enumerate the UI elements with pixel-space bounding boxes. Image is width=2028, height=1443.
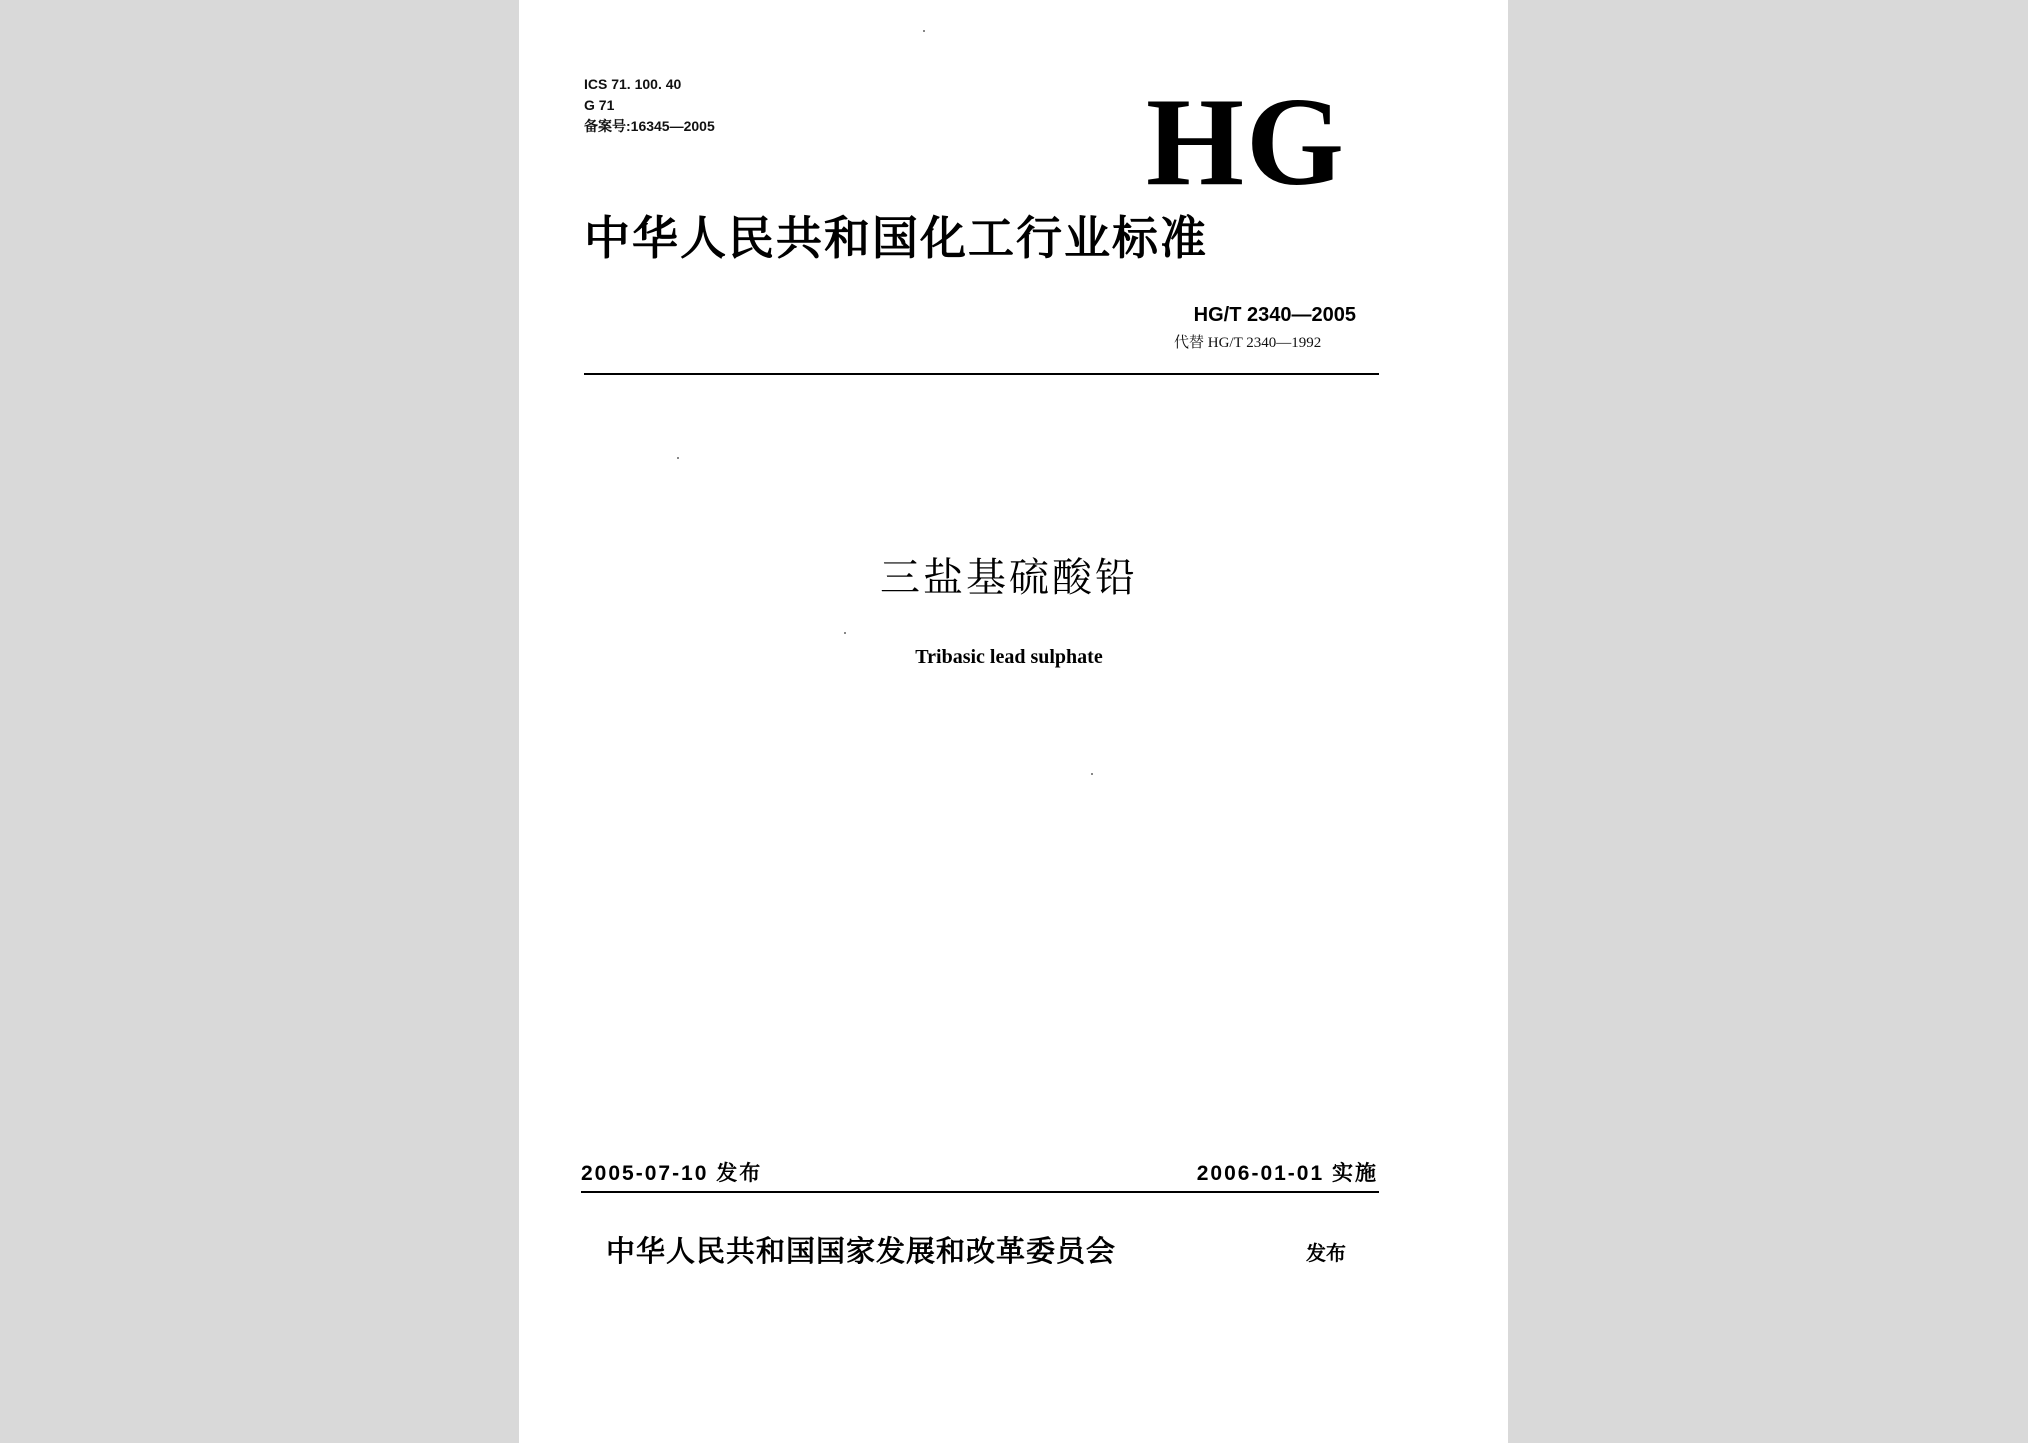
classification-block — [584, 74, 715, 137]
standard-logo: HG — [1146, 73, 1347, 212]
scan-speck — [923, 30, 925, 32]
scan-speck — [1091, 773, 1093, 775]
implementation-date: 2006-01-01 实施 — [1196, 1162, 1378, 1185]
replaces-standard: 代替 HG/T 2340—1992 — [1174, 335, 1322, 351]
document-title-en: Tribasic lead sulphate — [915, 646, 1103, 668]
issuing-authority: 中华人民共和国国家发展和改革委员会 — [606, 1234, 1117, 1268]
scan-speck — [844, 632, 846, 634]
document-title-cn: 三盐基硫酸铅 — [880, 555, 1138, 601]
class-code: G 71 — [584, 97, 615, 113]
standard-title: 中华人民共和国化工行业标准 — [584, 211, 1208, 265]
standard-number: HG/T 2340—2005 — [1193, 304, 1356, 326]
issuing-authority-suffix: 发布 — [1306, 1241, 1346, 1265]
scan-speck — [677, 457, 679, 459]
record-number: 备案号:16345—2005 — [584, 118, 715, 134]
document-page — [519, 0, 1508, 1443]
footer-divider — [581, 1191, 1379, 1193]
issue-date: 2005-07-10 发布 — [581, 1162, 763, 1185]
header-divider — [584, 373, 1379, 375]
ics-code: ICS 71. 100. 40 — [584, 76, 682, 92]
